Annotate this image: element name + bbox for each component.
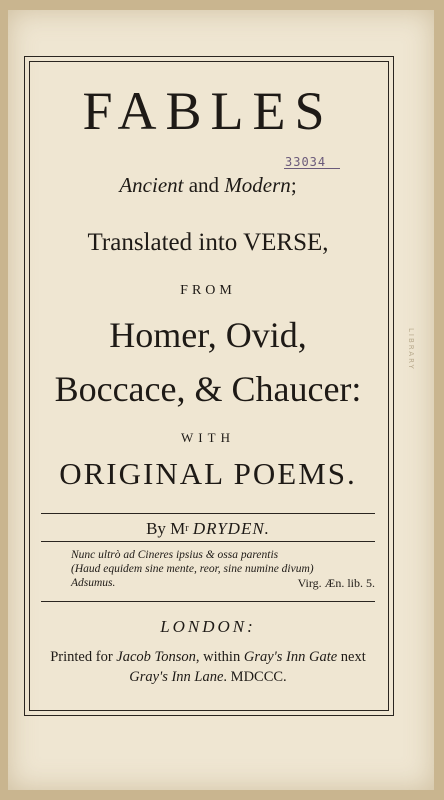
epigraph-line-3: Adsumus. bbox=[71, 577, 116, 589]
subtitle-line bbox=[29, 173, 387, 197]
epigraph-citation: Virg. Æn. lib. 5. bbox=[297, 576, 375, 590]
printed-prefix: Printed for bbox=[50, 649, 117, 665]
subtitle-and: and bbox=[183, 173, 225, 197]
epigraph-line-2: (Haud equidem sine mente, reor, sine numine divum) bbox=[71, 563, 314, 575]
imprint-printed-line bbox=[29, 648, 387, 666]
imprint-lane-line bbox=[29, 668, 387, 686]
author-name: DRYDEN. bbox=[192, 519, 270, 538]
printed-suffix: , within bbox=[195, 649, 244, 665]
rule-above-author bbox=[41, 513, 375, 514]
rule-below-author bbox=[41, 541, 375, 542]
translated-line: Translated into VERSE, bbox=[87, 229, 329, 256]
rule-above-imprint bbox=[41, 601, 375, 602]
title-page bbox=[8, 10, 434, 790]
with-line: WITH bbox=[181, 430, 235, 445]
authors-line-2: Boccace, & Chaucer: bbox=[54, 369, 362, 409]
printer-name: Jacob Tonson bbox=[116, 649, 196, 665]
from-line: FROM bbox=[180, 283, 236, 298]
subtitle-ancient: Ancient bbox=[119, 173, 184, 197]
original-poems-line: ORIGINAL POEMS. bbox=[59, 456, 357, 491]
by-superscript: r bbox=[185, 523, 189, 534]
imprint-city: LONDON: bbox=[160, 617, 256, 636]
faint-margin-stamp: LIBRARY bbox=[407, 328, 415, 371]
authors-line-1: Homer, Ovid, bbox=[109, 315, 307, 355]
epigraph-line-1: Nunc ultrò ad Cineres ipsius & ossa parentis bbox=[71, 549, 279, 561]
imprint-year: . MDCCC. bbox=[223, 669, 287, 685]
printed-next: next bbox=[337, 649, 366, 665]
lane-name: Gray's Inn Lane bbox=[129, 669, 224, 685]
subtitle-semicolon: ; bbox=[290, 173, 297, 197]
subtitle-modern: Modern bbox=[224, 173, 291, 197]
library-stamp-number: 33034 bbox=[285, 155, 327, 169]
author-line bbox=[29, 519, 387, 539]
title-content bbox=[29, 61, 387, 709]
by-prefix: By M bbox=[146, 519, 186, 538]
printer-place: Gray's Inn Gate bbox=[243, 649, 338, 665]
main-title: FABLES bbox=[82, 81, 334, 141]
